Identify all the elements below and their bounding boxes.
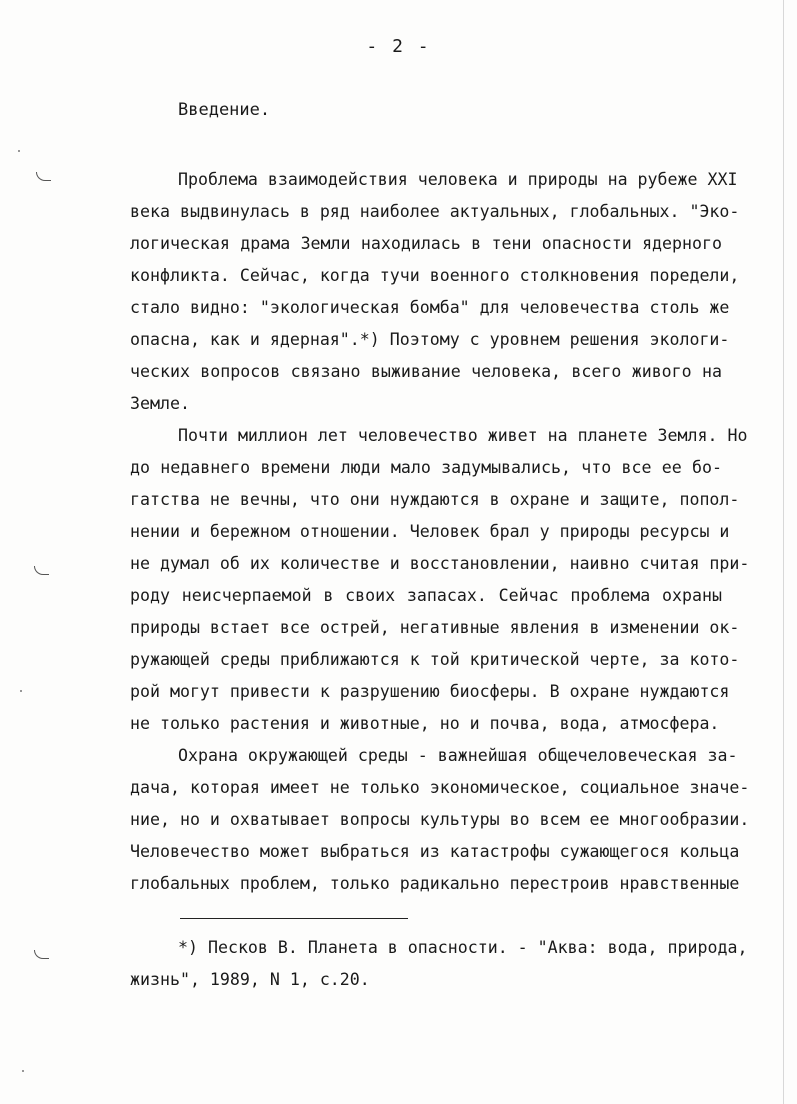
text-line: конфликта. Сейчас, когда тучи военного столкновения поредели, bbox=[130, 266, 740, 285]
text-line: опасна, как и ядерная".*) Поэтому с уровнем решения экологи- bbox=[130, 330, 730, 349]
scan-mark bbox=[36, 172, 51, 181]
footnote-line: *) Песков В. Планета в опасности. - "Аква: вода, природа, bbox=[178, 938, 748, 957]
text-line: не только растения и животные, но и почва, вода, атмосфера. bbox=[130, 714, 720, 733]
text-line: природы встает все острей, негативные явления в изменении ок- bbox=[130, 618, 740, 637]
text-line: ческих вопросов связано выживание человека, всего живого на bbox=[130, 362, 722, 381]
text-line: века выдвинулась в ряд наиболее актуальных, глобальных. "Эко- bbox=[130, 202, 740, 221]
text-line: не думал об их количестве и восстановлении, наивно считая при- bbox=[130, 554, 750, 573]
text-line: Земле. bbox=[130, 394, 190, 413]
paragraph-3 bbox=[130, 740, 750, 900]
text-line: рой могут привести к разрушению биосферы. В охране нуждаются bbox=[130, 682, 730, 701]
text-line: ружающей среды приближаются к той критической черте, за кото- bbox=[130, 650, 740, 669]
footnote-separator bbox=[180, 918, 408, 919]
text-line: Охрана окружающей среды - важнейшая общечеловеческая за- bbox=[178, 746, 738, 765]
footnote-line: жизнь", 1989, N 1, с.20. bbox=[130, 970, 370, 989]
scan-mark bbox=[34, 950, 49, 959]
text-line: Проблема взаимодействия человека и природы на рубеже XXI bbox=[178, 170, 738, 189]
text-line: ние, но и охватывает вопросы культуры во всем ее многообразии. bbox=[130, 810, 750, 829]
section-heading: Введение. bbox=[178, 100, 271, 120]
text-line: гатства не вечны, что они нуждаются в охране и защите, попол- bbox=[130, 490, 740, 509]
scan-dot bbox=[20, 690, 22, 692]
text-line: дача, которая имеет не только экономическое, социальное значе- bbox=[130, 778, 750, 797]
paragraph-2 bbox=[130, 420, 750, 740]
page-number: - 2 - bbox=[366, 36, 431, 57]
scan-dot bbox=[22, 1070, 24, 1072]
scan-dot bbox=[18, 150, 20, 152]
text-line: нении и бережном отношении. Человек брал у природы ресурсы и bbox=[130, 522, 730, 541]
scan-edge-line bbox=[783, 0, 784, 1104]
footnote bbox=[130, 932, 748, 996]
text-line: логическая драма Земли находилась в тени опасности ядерного bbox=[130, 234, 722, 253]
text-line: до недавнего времени люди мало задумывались, что все ее бо- bbox=[130, 458, 722, 477]
scan-mark bbox=[34, 566, 49, 575]
text-line: Почти миллион лет человечество живет на планете Земля. Но bbox=[178, 426, 748, 445]
paragraph-1 bbox=[130, 164, 740, 420]
text-line: роду неисчерпаемой в своих запасах. Сейчас проблема охраны bbox=[130, 586, 722, 605]
text-line: глобальных проблем, только радикально перестроив нравственные bbox=[130, 874, 740, 893]
text-line: Человечество может выбраться из катастрофы сужающегося кольца bbox=[130, 842, 740, 861]
text-line: стало видно: "экологическая бомба" для человечества столь же bbox=[130, 298, 730, 317]
